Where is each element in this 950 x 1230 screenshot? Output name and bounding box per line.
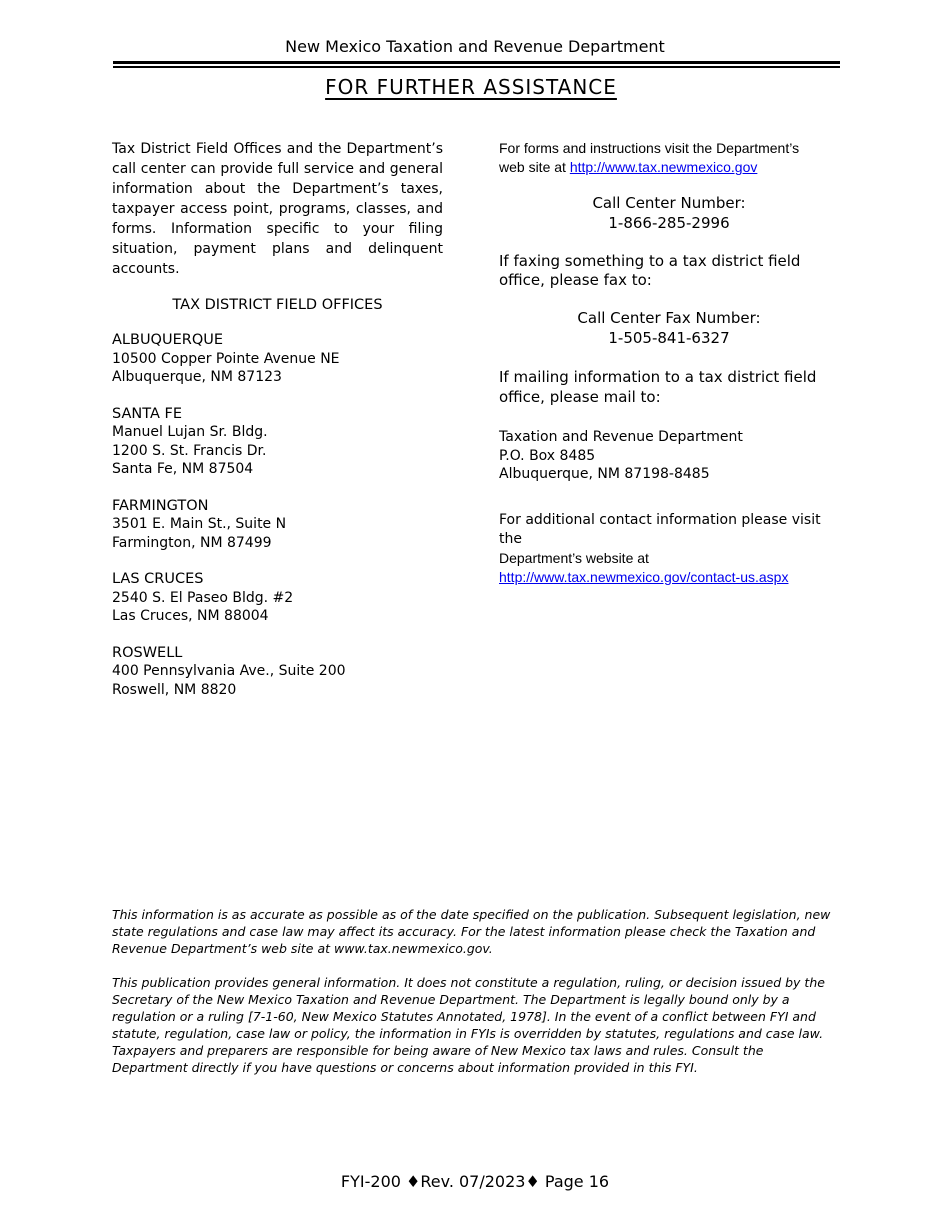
- office-address-line: 10500 Copper Pointe Avenue NE: [112, 350, 340, 367]
- fax-center: [499, 309, 839, 347]
- office-city: ALBUQUERQUE: [112, 332, 224, 348]
- page-footer: FYI-200 ♦Rev. 07/2023♦ Page 16: [340, 1172, 610, 1191]
- office-address-line: Roswell, NM 8820: [112, 681, 237, 698]
- office-address-line: 400 Pennsylvania Ave., Suite 200: [112, 663, 346, 679]
- offices-heading: TAX DISTRICT FIELD OFFICES: [172, 297, 383, 313]
- office-city: FARMINGTON: [112, 497, 209, 514]
- office-address-line: 3501 E. Main St., Suite N: [112, 516, 287, 532]
- mailing-address-line: P.O. Box 8485: [499, 447, 596, 464]
- contact-text: Department’s website at: [499, 549, 649, 566]
- section-title-text: FOR FURTHER ASSISTANCE: [325, 75, 617, 99]
- office-address-line: Albuquerque, NM 87123: [112, 369, 282, 385]
- fax-intro: [499, 252, 839, 289]
- tax-website-link[interactable]: http://www.tax.newmexico.gov: [569, 159, 758, 175]
- section-title: [0, 75, 950, 99]
- office-address-line: Santa Fe, NM 87504: [112, 461, 254, 477]
- office-city: LAS CRUCES: [112, 571, 204, 587]
- page-header: New Mexico Taxation and Revenue Department: [285, 37, 665, 56]
- office-city: ROSWELL: [112, 644, 183, 661]
- office-roswell: [112, 644, 443, 700]
- contact-info: [499, 511, 839, 587]
- call-center-label: Call Center Number:: [592, 194, 746, 212]
- office-address-line: 2540 S. El Paseo Bldg. #2: [112, 589, 294, 606]
- office-las-cruces: [112, 570, 443, 626]
- header-rule-thin: [113, 66, 840, 68]
- fax-label: Call Center Fax Number:: [577, 309, 761, 327]
- fax-number: 1-505-841-6327: [608, 328, 730, 347]
- call-center-number: 1-866-285-2996: [608, 213, 730, 232]
- fax-intro-line: If faxing something to a tax district field: [499, 252, 801, 270]
- office-address-line: Manuel Lujan Sr. Bldg.: [112, 424, 268, 440]
- mail-intro-line: If mailing information to a tax district field: [499, 368, 817, 386]
- mail-intro: [499, 367, 839, 407]
- office-address-line: 1200 S. St. Francis Dr.: [112, 442, 267, 459]
- forms-text-prefix: web site at: [499, 159, 566, 175]
- office-city: SANTA FE: [112, 405, 183, 422]
- office-address-line: Las Cruces, NM 88004: [112, 608, 269, 624]
- office-address-line: Farmington, NM 87499: [112, 534, 272, 551]
- mail-intro-line: office, please mail to:: [499, 388, 661, 406]
- office-albuquerque: [112, 331, 443, 387]
- forms-text-line: [499, 158, 839, 177]
- contact-text: For additional contact information please visit the: [499, 511, 821, 547]
- header-rule-thick: [113, 61, 840, 64]
- mailing-address-line: Albuquerque, NM 87198-8485: [499, 466, 710, 482]
- intro-paragraph: Tax District Field Offices and the Department’s call center can provide full service and general information about the Department’s taxes, taxpayer access point, programs, classes, and forms. Information specific to your filing situation, payment plans and delinquent accounts.: [112, 141, 443, 277]
- office-santa-fe: [112, 405, 443, 479]
- right-column: [499, 139, 839, 587]
- mailing-address-line: Taxation and Revenue Department: [499, 429, 743, 445]
- disclaimer-accuracy: This information is as accurate as possible as of the date specified on the publication. Subsequent legislation, new state regulations and case law may affect its accuracy. For the latest information please check the Taxation and Revenue Department’s web site at www.tax.newmexico.gov.: [112, 907, 831, 956]
- fax-intro-line: office, please fax to:: [499, 270, 652, 289]
- disclaimer-legal: This publication provides general information. It does not constitute a regulation, ruling, or decision issued by the Secretary of the New Mexico Taxation and Revenue Department. The Department is legally bound only by a regulation or a ruling [7-1-60, New Mexico Statutes Annotated, 1978]. In the event of a conflict between FYI and statute, regulation, case law or policy, the information in FYIs is overridden by statutes, regulations and case law. Taxpayers and preparers are responsible for being aware of New Mexico tax laws and rules. Consult the Department directly if you have questions or concerns about information provided in this FYI.: [112, 975, 825, 1075]
- left-column: [112, 139, 443, 699]
- disclaimer: [112, 906, 840, 1076]
- forms-text: For forms and instructions visit the Department’s: [499, 140, 800, 156]
- office-farmington: [112, 497, 443, 553]
- call-center: [499, 194, 839, 232]
- forms-info: [499, 139, 839, 177]
- mailing-address: [499, 428, 839, 484]
- contact-us-link[interactable]: http://www.tax.newmexico.gov/contact-us.aspx: [499, 568, 789, 585]
